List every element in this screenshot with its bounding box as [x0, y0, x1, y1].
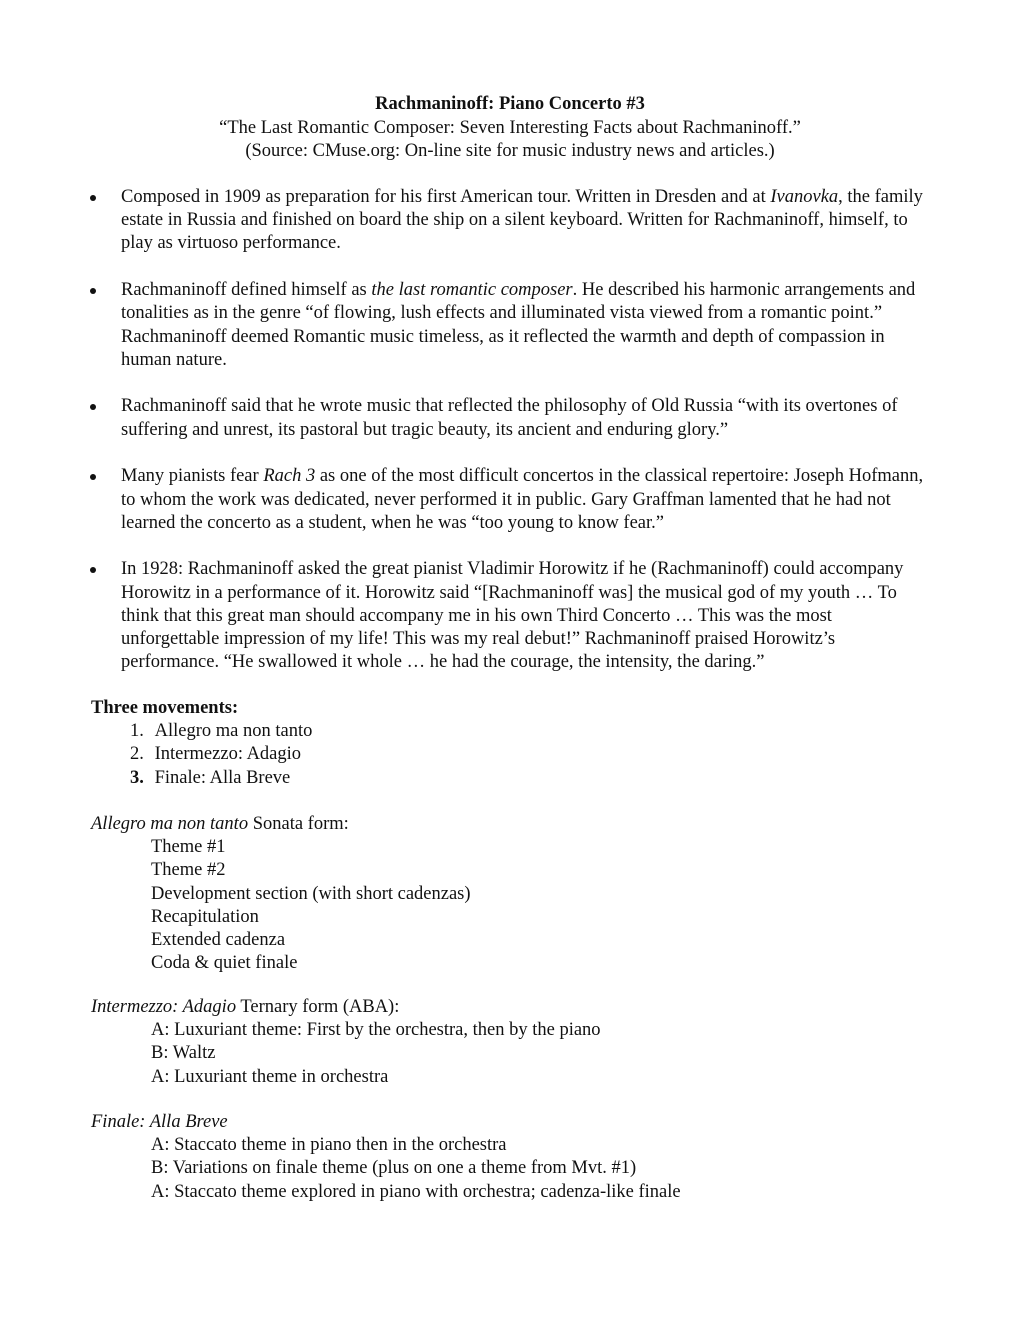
fact-text: Rachmaninoff defined himself as	[121, 280, 372, 301]
movement-3-line: A: Staccato theme explored in piano with orchestra; cadenza-like finale	[151, 1181, 681, 1202]
movement-1-line: Recapitulation	[151, 906, 259, 927]
movement-label: Finale: Alla Breve	[154, 767, 291, 788]
movement-2-line: B: Waltz	[151, 1043, 216, 1064]
fact-text: Composed in 1909 as preparation for his first American tour. Written in Dresden and at	[121, 187, 771, 207]
document-subtitle: “The Last Romantic Composer: Seven Interesting Facts about Rachmaninoff.”	[219, 117, 801, 138]
document-header	[0, 93, 1020, 164]
movement-label: Intermezzo: Adagio	[154, 744, 302, 765]
fact-item	[121, 465, 933, 535]
movement-item	[91, 720, 951, 743]
document-source: (Source: CMuse.org: On-line site for music industry news and articles.)	[245, 141, 775, 161]
movement-2-line: A: Luxuriant theme: First by the orchestra, then by the piano	[151, 1020, 601, 1041]
movement-1-line: Coda & quiet finale	[151, 953, 298, 974]
movement-3-heading	[91, 1111, 951, 1134]
movement-item	[91, 743, 951, 766]
movements-section	[91, 697, 951, 790]
fact-emphasis: Ivanovka	[770, 187, 839, 207]
movement-2-form: Ternary form (ABA):	[236, 997, 400, 1017]
movement-1-line: Theme #1	[151, 837, 226, 858]
fact-text: , the family estate in Russia and finished on board the ship on a silent keyboard. Written for Rachmaninoff, himself, to play as virtuoso performance.	[121, 187, 923, 254]
fact-text: . He described his harmonic arrangements and tonalities as in the genre “of flowing, lush effects and illuminated vista viewed from a romantic point.” Rachmaninoff deemed Romantic music timeless, as it reflected the warmth and depth of compassion in human nature.	[121, 280, 916, 370]
movement-2-line: A: Luxuriant theme in orchestra	[151, 1066, 389, 1087]
facts-list	[0, 186, 1020, 698]
movement-1-line: Theme #2	[151, 860, 226, 881]
movement-1-title: Allegro ma non tanto	[91, 814, 249, 834]
fact-item	[121, 279, 933, 372]
movement-1-section	[91, 813, 951, 975]
fact-item	[121, 186, 933, 256]
movement-item	[91, 767, 951, 790]
movement-3-line: A: Staccato theme in piano then in the orchestra	[151, 1135, 507, 1156]
movement-number: 2.	[130, 744, 144, 765]
movement-2-title: Intermezzo: Adagio	[91, 997, 237, 1017]
movement-3-line: B: Variations on finale theme (plus on one a theme from Mvt. #1)	[151, 1158, 637, 1179]
fact-item	[121, 558, 933, 674]
movement-2-heading	[91, 996, 951, 1019]
movement-3-section	[91, 1111, 951, 1204]
movement-1-line: Development section (with short cadenzas)	[151, 883, 471, 904]
fact-emphasis: Rach 3	[263, 466, 316, 487]
fact-text: Many pianists fear	[121, 466, 264, 487]
fact-text: as one of the most difficult concertos in the classical repertoire: Joseph Hofmann, to whom the work was dedicated, never performed it in public. Gary Graffman lamented that he had not learned the concerto as a student, when he was “too young to know fear.”	[121, 466, 924, 533]
fact-emphasis: the last romantic composer	[371, 280, 573, 301]
movement-1-line: Extended cadenza	[151, 930, 286, 951]
movements-heading: Three movements:	[91, 698, 239, 718]
document-title: Rachmaninoff: Piano Concerto #3	[375, 94, 645, 114]
movement-number: 3.	[130, 767, 144, 788]
movement-label: Allegro ma non tanto	[154, 721, 313, 742]
movement-3-title: Finale: Alla Breve	[91, 1112, 228, 1132]
movement-number: 1.	[130, 721, 144, 742]
fact-text: In 1928: Rachmaninoff asked the great pianist Vladimir Horowitz if he (Rachmaninoff) could accompany Horowitz in a performance of it. Horowitz said “[Rachmaninoff was] the musical god of my youth … To think that this great man should accompany me in his own Third Concerto … This was the most unforgettable impression of my life! This was my real debut!” Rachmaninoff praised Horowitz’s performance. “He swallowed it whole … he had the courage, the intensity, the daring.”	[121, 559, 904, 673]
movement-2-section	[91, 996, 951, 1089]
fact-item	[121, 395, 933, 441]
movement-1-form: Sonata form:	[248, 814, 349, 834]
movement-1-heading	[91, 813, 951, 836]
fact-text: Rachmaninoff said that he wrote music that reflected the philosophy of Old Russia “with its overtones of suffering and unrest, its pastoral but tragic beauty, its ancient and enduring glory.”	[121, 396, 898, 440]
